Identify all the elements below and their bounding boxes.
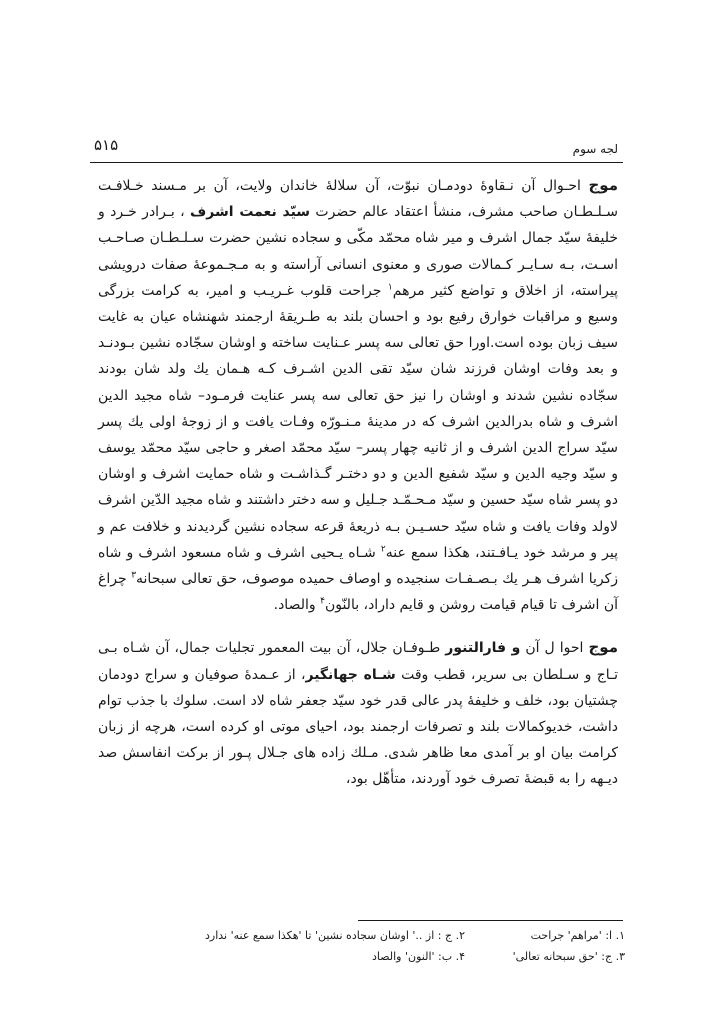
text-run: احـوال آن نـقاوهٔ دودمـان نبوّت، آن سلالهٔ خاندان ولایت، آن بر مـسند خـلافـت سـلـطـان صاحب مشرف، منشأ اعتقاد عالم حضرت [98, 178, 618, 221]
section-heading-1: موج [588, 176, 619, 194]
footnotes [130, 925, 625, 967]
footnote-divider [358, 920, 623, 921]
header-divider [90, 162, 623, 163]
text-run: ، از عـمدهٔ صوفیان و سراج دودمان چشتیان بود، خلف و خلیفهٔ پدر عالی قدر خود سیّد جعفر شاه لاد است. سلوك با جذب توام داشت، خدیوکمالات بلند و تصرفات ارجمند بود، احیای موتی او کرده است، هرچه از زبان کرامت بیان او بر آمدی معا ظاهر شدی. مـلك زاده های جـلال پـور از برکت انفاسش صد دیـهه را به قبضهٔ تصرف خود آوردند، متأهّل بود، [98, 666, 618, 788]
highlighted-name: شـاه جهانگیر [305, 666, 396, 683]
text-run: ، بـرادر خـرد و خلیفهٔ سیّد جمال اشرف و میر شاه محمّد مکّی و سجاده نشین حضرت سـلـطـان صـاحـب اسـت، بـه سـایـر کـمالات صوری و معنوی انسانی آراسته و به مـجـموعهٔ صفات درویشی پیراسته، از اخلاق و تواضع کثیر مرهم [98, 204, 618, 299]
footnote-row [130, 925, 625, 946]
footnote-4: ۴. ب: 'النون' والصاد [371, 950, 465, 963]
footnote-marker-3: ۳ [131, 570, 137, 581]
text-run: احوا ل آن [525, 640, 584, 657]
section-heading-2: موج [588, 638, 618, 657]
chapter-title: لجه سوم [572, 142, 618, 156]
footnote-row [130, 946, 625, 967]
paragraph-1 [98, 172, 618, 618]
page-number: ۵۱۵ [94, 136, 119, 154]
footnote-1: ۱. ا: 'مراهم' جراحت [530, 929, 625, 942]
text-run: طـوفـان جلال، آن بیت المعمور تجلیات جمال، آن شـاه بـی تـاج و سـلطان بی سریر، قطب وقت [98, 640, 619, 683]
text-run: جراحت قلوب غـریـب و امیر، به کرامت بزرگی وسیع و مراقبات خوارق رفیع بود و احسان بلند به طـریقهٔ ارجمند شهنشاه عیان به غایت سیف زبان بوده است.اورا حق تعالی سه پسر عـنایت ساخته و اوشان سجّاده نشین بـودنـد و بعد وفات اوشان فرزند شان سیّد تقی الدین اشـرف کـه هـمان یك ولد شان بودند سجّاده نشین شدند و اوشان را نیز حق تعالی سه پسر عنایت فرمـود– شاه مجید الدین اشرف و شاه بدرالدین اشرف که در مدینهٔ مـنـورّه وفـات یافت و از زوجهٔ اولی یك پسر سیّد سراج الدین اشرف و از ثانیه چهار پسر– سیّد محمّد اصغر و حاجی سیّد محمّد یوسف و سیّد وجیه الدین و سیّد شفیع الدین و دو دختـر گـذاشـت و شاه حمایت اشرف و اوشان دو پسر شاه سیّد حسین و سیّد مـحـمّـد جـلیل و سه دختر داشتند و شاه مجید الدّین اشرف لاولد وفات یافت و شاه سیّد حسـیـن بـه ذریعهٔ قرعه سجاده نشین گردیدند و خلافت عم و پیر و مرشد خود یـافـتند، هکذا سمع عنه [98, 282, 618, 561]
main-text [98, 172, 618, 793]
paragraph-2 [98, 634, 618, 792]
text-run: والصاد. [273, 597, 316, 614]
footnote-marker-4: ۴ [320, 596, 325, 607]
footnote-3: ۳. ج: 'حق سبحانه تعالی' [512, 950, 625, 963]
highlighted-name: و فارالتنور [445, 640, 521, 657]
text-run: شـاه یـحیی اشرف و شاه مسعود اشرف و شاه زکریا اشرف هـر یك بـصـفـات سنجیده و اوصاف حمیده موصوف، حق تعالی سبحانه [98, 544, 619, 588]
footnote-2: ۲. ج : از ..' اوشان سجاده نشین' تا 'هکذا سمع عنه' ندارد [205, 929, 465, 942]
footnote-marker-2: ۲ [380, 544, 386, 555]
text-run: چراغ آن اشرف تا قیام قیامت روشن و قایم داراد، بالنّون [98, 571, 618, 614]
highlighted-name: سیّد نعمت اشرف [190, 204, 311, 221]
footnote-marker-1: ۱ [387, 282, 393, 293]
